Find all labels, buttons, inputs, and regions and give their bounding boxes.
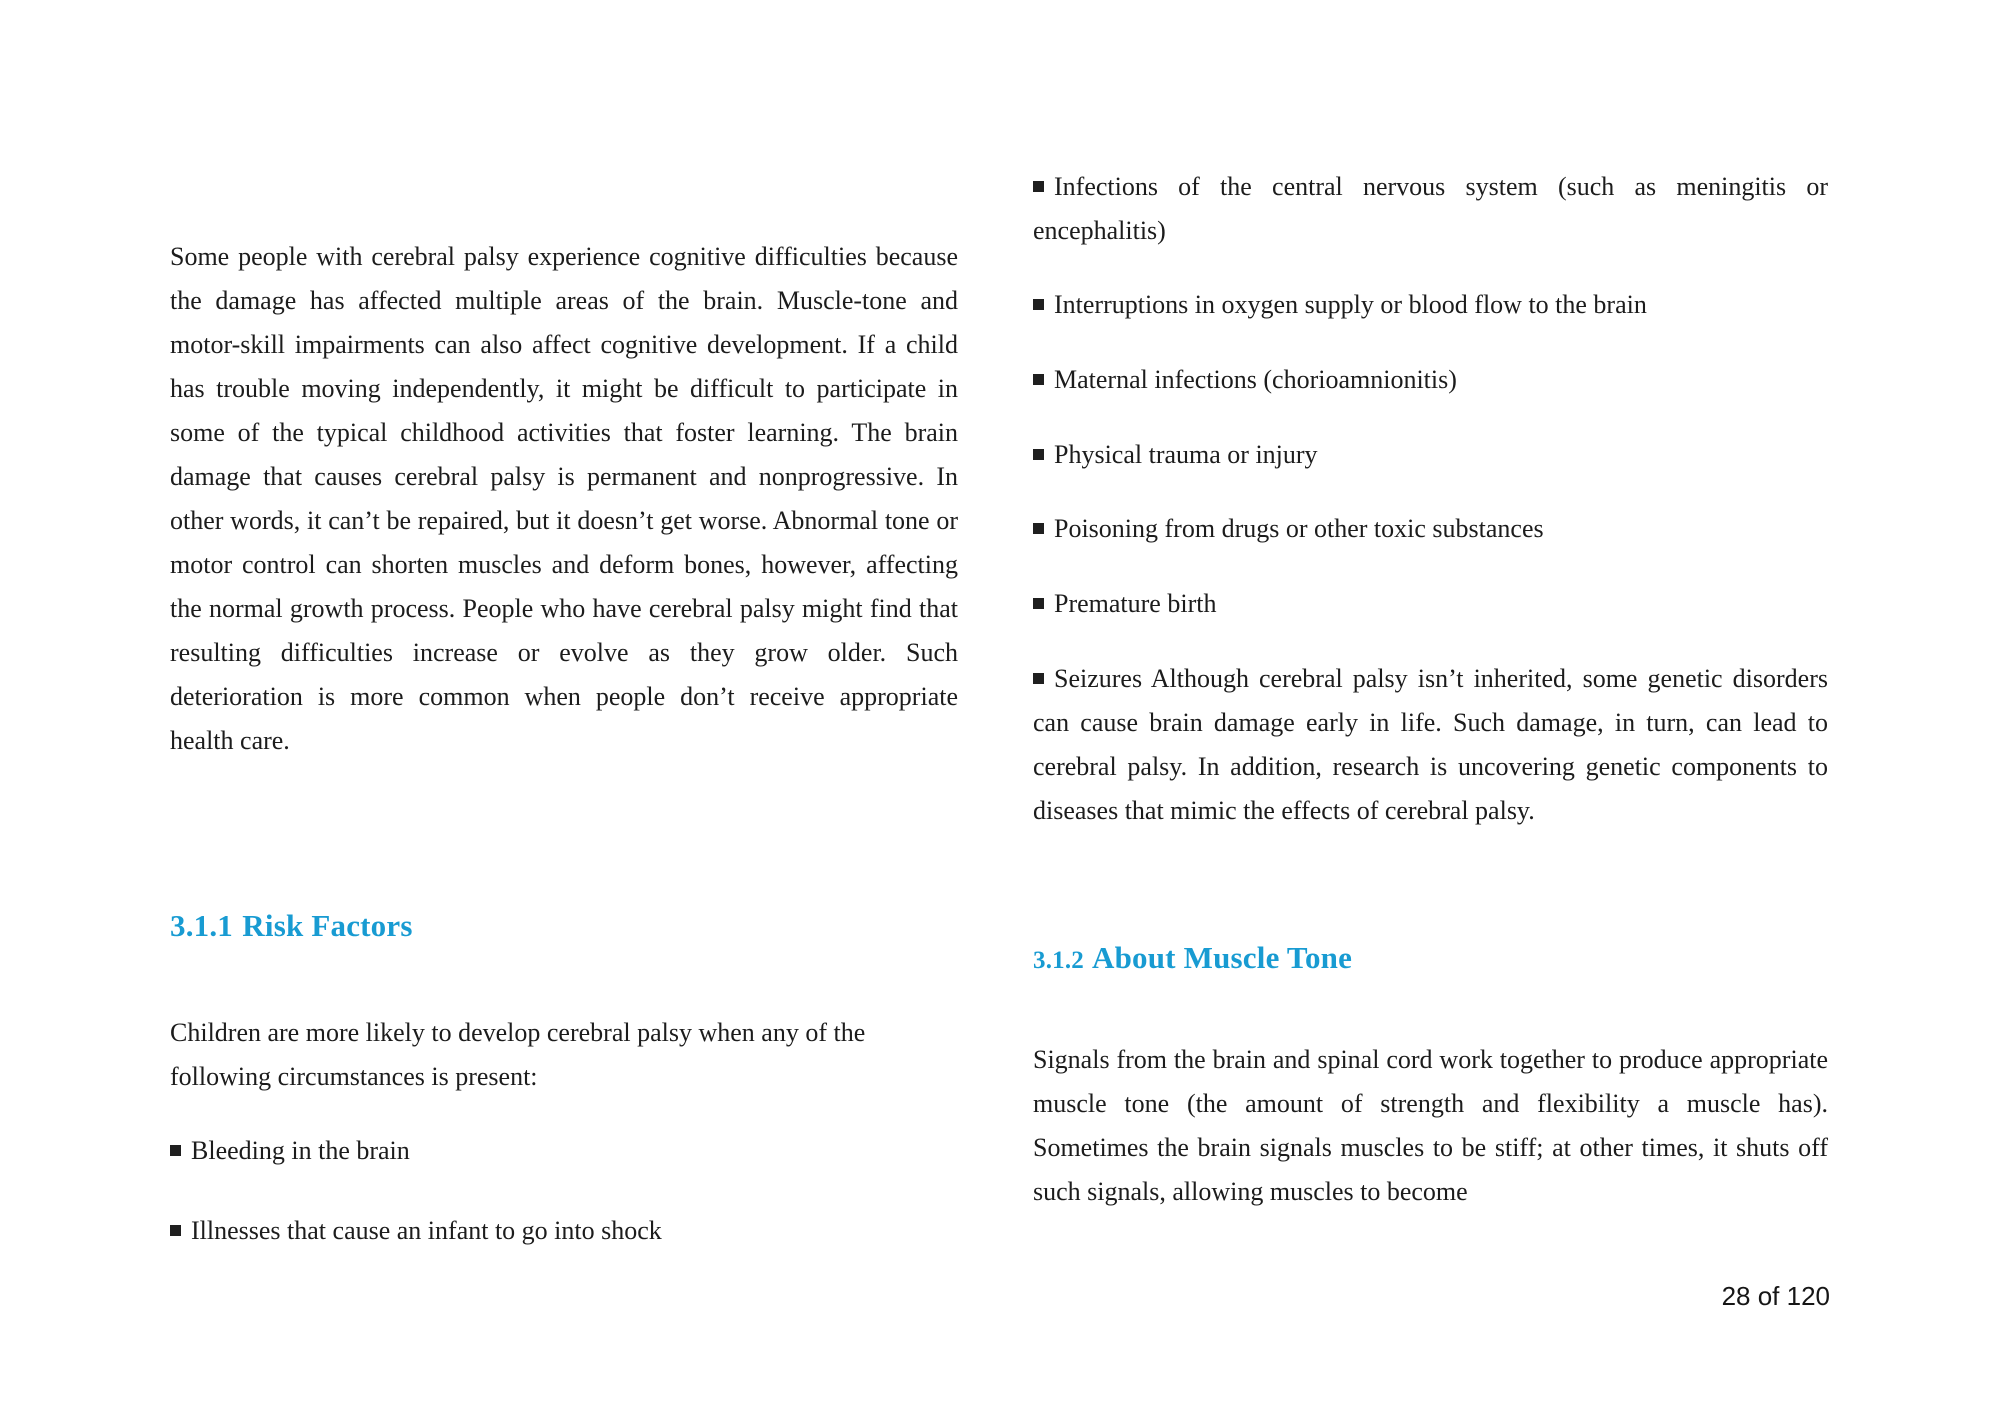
list-item-text: Infections of the central nervous system (such as meningitis or encephalitis) — [1033, 172, 1828, 245]
bullet-square-icon — [1033, 673, 1044, 684]
list-item — [1033, 358, 1828, 402]
list-item-text: Illnesses that cause an infant to go into shock — [191, 1216, 662, 1245]
list-item-text: Poisoning from drugs or other toxic substances — [1054, 514, 1544, 543]
list-item — [170, 1209, 958, 1253]
list-item — [1033, 165, 1828, 253]
right-column — [1033, 0, 1828, 1414]
heading-title: About Muscle Tone — [1092, 940, 1353, 975]
list-item-text: Premature birth — [1054, 589, 1217, 618]
bullet-square-icon — [1033, 299, 1044, 310]
bullet-square-icon — [1033, 598, 1044, 609]
list-item — [170, 1129, 958, 1173]
heading-number: 3.1.1 — [170, 908, 233, 943]
list-item — [1033, 433, 1828, 477]
heading-title: Risk Factors — [242, 908, 413, 943]
list-item — [1033, 283, 1828, 327]
bullet-square-icon — [170, 1225, 181, 1236]
list-item-text: Maternal infections (chorioamnionitis) — [1054, 365, 1457, 394]
page-indicator: 28 of 120 — [1721, 1281, 1830, 1311]
list-item-seizures — [1033, 657, 1828, 833]
bullet-square-icon — [1033, 181, 1044, 192]
list-item-text: Interruptions in oxygen supply or blood flow to the brain — [1054, 290, 1647, 319]
section-heading-risk-factors — [170, 906, 958, 946]
bullet-square-icon — [1033, 449, 1044, 460]
list-item-text: Bleeding in the brain — [191, 1136, 410, 1165]
paragraph-cognitive-difficulties: Some people with cerebral palsy experience cognitive difficulties because the damage has affected multiple areas of the brain. Muscle-tone and motor-skill impairments can also affect cognitive development. If a child has trouble moving independently, it might be difficult to participate in some of the typical childhood activities that foster learning. The brain damage that causes cerebral palsy is permanent and nonprogressive. In other words, it can’t be repaired, but it doesn’t get worse. Abnormal tone or motor control can shorten muscles and deform bones, however, affecting the normal growth process. People who have cerebral palsy might find that resulting difficulties increase or evolve as they grow older. Such deterioration is more common when people don’t receive appropriate health care. — [170, 242, 958, 755]
list-item — [1033, 507, 1828, 551]
bullet-square-icon — [1033, 523, 1044, 534]
section-heading-about-muscle-tone — [1033, 938, 1828, 981]
list-item-text: Physical trauma or injury — [1054, 440, 1318, 469]
bullet-square-icon — [1033, 374, 1044, 385]
paragraph-risk-intro: Children are more likely to develop cerebral palsy when any of the following circumstances is present: — [170, 1018, 866, 1091]
bullet-square-icon — [170, 1145, 181, 1156]
list-item-text: Seizures Although cerebral palsy isn’t inherited, some genetic disorders can cause brain damage early in life. Such damage, in turn, can lead to cerebral palsy. In addition, research is uncovering genetic components to diseases that mimic the effects of cerebral palsy. — [1033, 664, 1828, 825]
heading-number: 3.1.2 — [1033, 947, 1084, 974]
list-item — [1033, 582, 1828, 626]
paragraph-muscle-tone: Signals from the brain and spinal cord work together to produce appropriate muscle tone (the amount of strength and flexibility a muscle has). Sometimes the brain signals muscles to be stiff; at other times, it shuts off such signals, allowing muscles to become — [1033, 1045, 1828, 1206]
left-column — [170, 0, 958, 1414]
